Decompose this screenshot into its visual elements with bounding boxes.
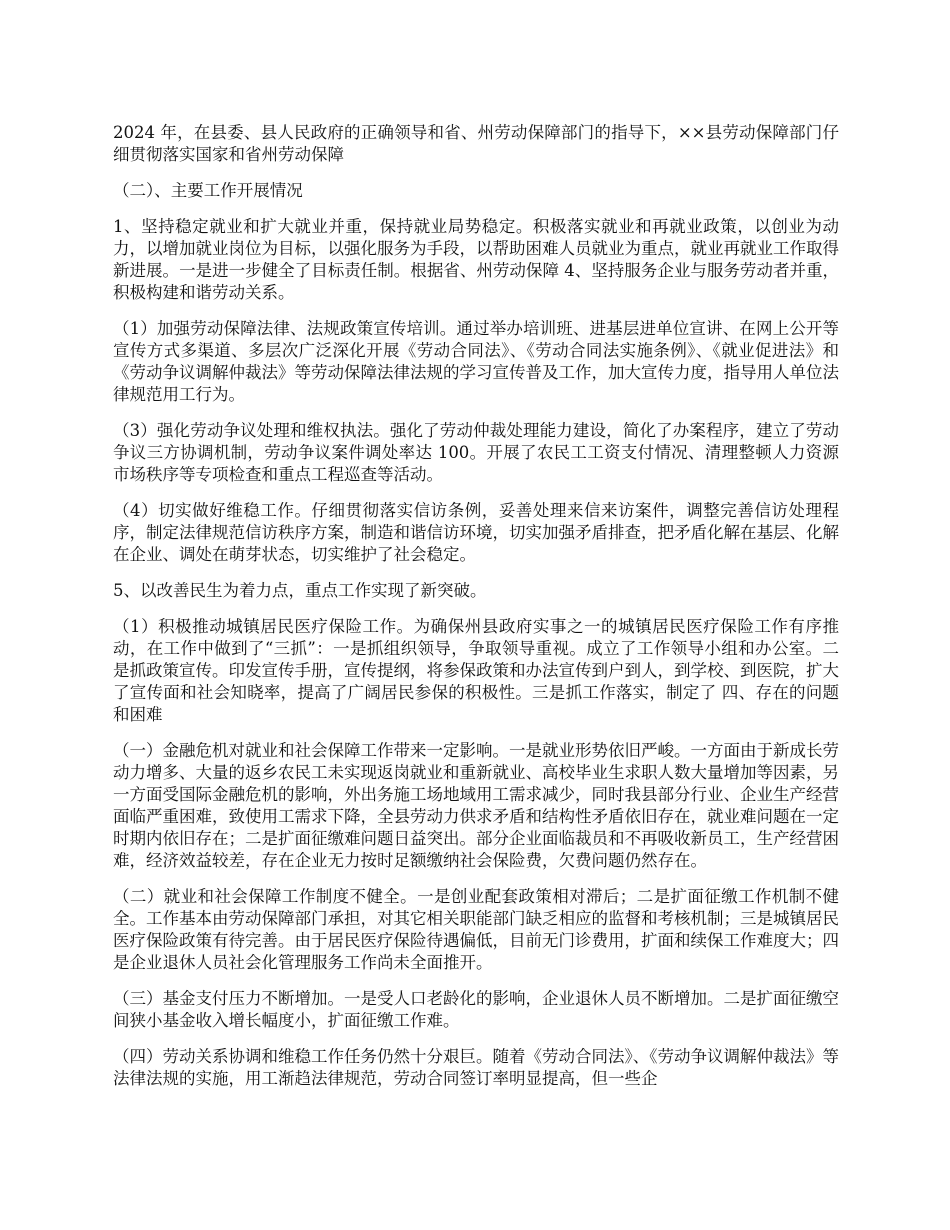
paragraph-medical-insurance: （1）积极推动城镇居民医疗保险工作。为确保州县政府实事之一的城镇居民医疗保险工作有序推动，在工作中做到了“三抓”：一是抓组织领导，争取领导重视。成立了工作领导小组和办公室。二是抓政策宣传。印发宣传手册，宣传提纲，将参保政策和办法宣传到户到人，到学校、到医院，扩大了宣传面和社会知晓率，提高了广阔居民参保的积极性。三是抓工作落实，制定了 四、存在的问题和困难 (113, 617, 839, 724)
paragraph-livelihood-heading: 5、以改善民生为着力点，重点工作实现了新突破。 (113, 581, 487, 600)
paragraph-dispute-handling: （3）强化劳动争议处理和维权执法。强化了劳动仲裁处理能力建设，简化了办案程序，建立了劳动争议三方协调机制，劳动争议案件调处率达 100。开展了农民工工资支付情况、清理整顿人力资源市场秩序等专项检查和重点工程巡查等活动。 (113, 421, 839, 484)
paragraph-financial-crisis: （一）金融危机对就业和社会保障工作带来一定影响。一是就业形势依旧严峻。一方面由于新成长劳动力增多、大量的返乡农民工未实现返岗就业和重新就业、高校毕业生求职人数大量增加等因素，另一方面受国际金融危机的影响，外出务施工场地域用工需求减少，同时我县部分行业、企业生产经营面临严重困难，致使用工需求下降，全县劳动力供求矛盾和结构性矛盾依旧存在，就业难问题在一定时期内依旧存在；二是扩面征缴难问题日益突出。部分企业面临裁员和不再吸收新员工，生产经营困难，经济效益较差，存在企业无力按时足额缴纳社会保险费，欠费问题仍然存在。 (113, 741, 839, 870)
paragraph-employment: 1、坚持稳定就业和扩大就业并重，保持就业局势稳定。积极落实就业和再就业政策，以创业为动力，以增加就业岗位为目标，以强化服务为手段，以帮助困难人员就业为重点，就业再就业工作取得新进展。一是进一步健全了目标责任制。根据省、州劳动保障 4、坚持服务企业与服务劳动者并重，积极构建和谐劳动关系。 (113, 217, 839, 302)
paragraph-stability: （4）切实做好维稳工作。仔细贯彻落实信访条例，妥善处理来信来访案件，调整完善信访处理程序，制定法律规范信访秩序方案，制造和谐信访环境，切实加强矛盾排查，把矛盾化解在基层、化解在企业、调处在萌芽状态，切实维护了社会稳定。 (113, 501, 839, 564)
paragraph-law-publicity: （1）加强劳动保障法律、法规政策宣传培训。通过举办培训班、进基层进单位宣讲、在网上公开等宣传方式多渠道、多层次广泛深化开展《劳动合同法》、《劳动合同法实施条例》、《就业促进法》和《劳动争议调解仲裁法》等劳动保障法律法规的学习宣传普及工作，加大宣传力度，指导用人单位法律规范用工行为。 (113, 319, 839, 404)
document-body (113, 122, 839, 1104)
paragraph-labor-relations: （四）劳动关系协调和维稳工作任务仍然十分艰巨。随着《劳动合同法》、《劳动争议调解仲裁法》等法律法规的实施，用工渐趋法律规范，劳动合同签订率明显提高，但一些企 (113, 1047, 839, 1088)
section-heading-main-work: （二）、主要工作开展情况 (113, 181, 303, 200)
paragraph-fund-pressure: （三）基金支付压力不断增加。一是受人口老龄化的影响，企业退休人员不断增加。二是扩面征缴空间狭小基金收入增长幅度小，扩面征缴工作难。 (113, 989, 839, 1030)
intro-paragraph: 2024 年，在县委、县人民政府的正确领导和省、州劳动保障部门的指导下，××县劳动保障部门仔细贯彻落实国家和省州劳动保障 (113, 123, 839, 164)
paragraph-system-deficiency: （二）就业和社会保障工作制度不健全。一是创业配套政策相对滞后；二是扩面征缴工作机制不健全。工作基本由劳动保障部门承担，对其它相关职能部门缺乏相应的监督和考核机制；三是城镇居民医疗保险政策有待完善。由于居民医疗保险待遇偏低，目前无门诊费用，扩面和续保工作难度大；四是企业退休人员社会化管理服务工作尚未全面推开。 (113, 887, 839, 972)
